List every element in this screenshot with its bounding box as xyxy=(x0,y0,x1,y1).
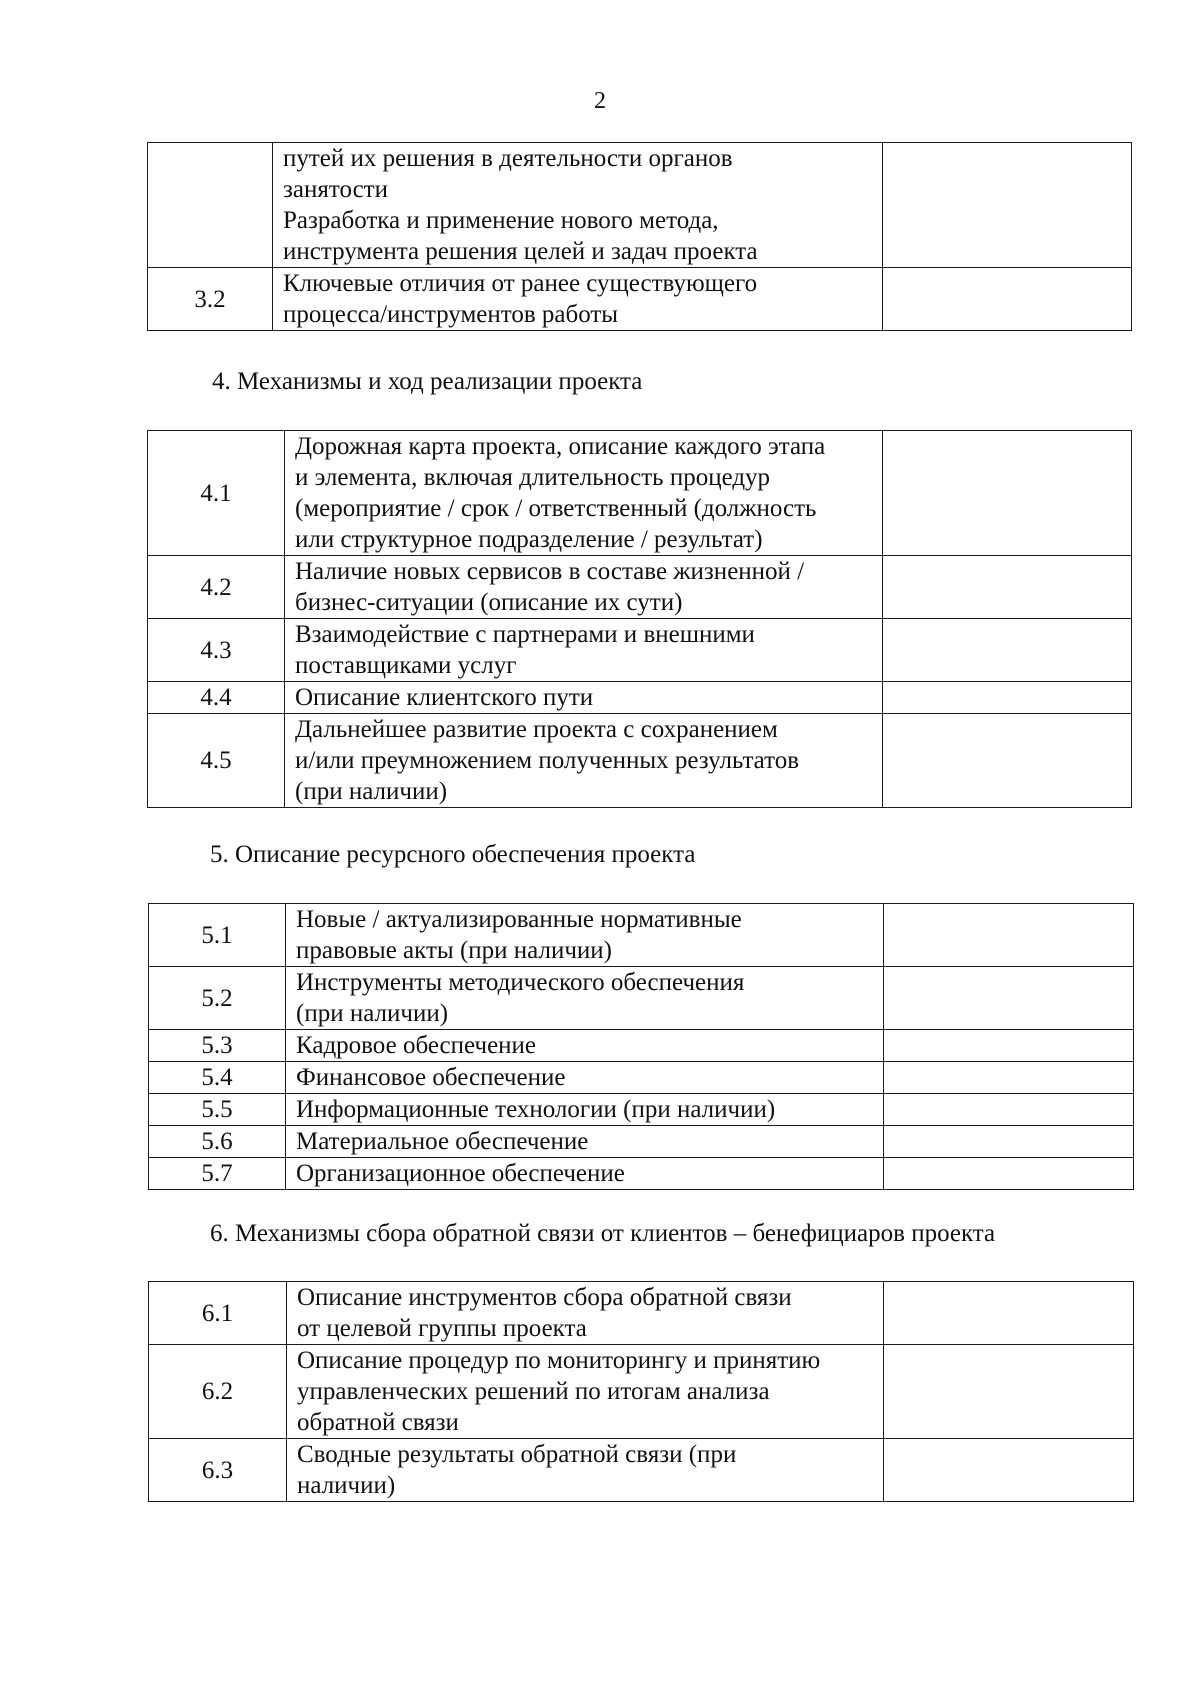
row-number: 4.5 xyxy=(148,714,285,808)
table-row xyxy=(149,1282,1134,1345)
description-line: Сводные результаты обратной связи (при xyxy=(297,1441,737,1468)
description-line: (при наличии) xyxy=(295,778,448,805)
table-row xyxy=(149,967,1134,1030)
description-line: обратной связи xyxy=(297,1409,459,1436)
row-number: 5.7 xyxy=(149,1158,286,1190)
table-section-4 xyxy=(147,430,1132,808)
row-description xyxy=(286,1158,884,1190)
section-6-heading: 6. Механизмы сбора обратной связи от клиентов – бенефициаров проекта xyxy=(210,1220,996,1247)
row-number: 5.6 xyxy=(149,1126,286,1158)
description-line: бизнес-ситуации (описание их сути) xyxy=(295,589,683,616)
row-description xyxy=(286,967,884,1030)
row-value-cell[interactable] xyxy=(884,904,1134,967)
row-description xyxy=(286,1062,884,1094)
description-line: Дорожная карта проекта, описание каждого этапа xyxy=(295,433,826,460)
description-line: Организационное обеспечение xyxy=(296,1160,625,1187)
table-row xyxy=(148,556,1132,619)
table-row xyxy=(149,1126,1134,1158)
table-row xyxy=(149,1345,1134,1439)
description-line: Информационные технологии (при наличии) xyxy=(296,1096,776,1123)
table-row xyxy=(149,1062,1134,1094)
row-description xyxy=(286,1030,884,1062)
row-number xyxy=(148,143,273,268)
description-line: Описание процедур по мониторингу и принятию xyxy=(297,1347,821,1374)
table-row xyxy=(148,619,1132,682)
description-line: (при наличии) xyxy=(296,1000,449,1027)
table-row xyxy=(148,682,1132,714)
row-description xyxy=(286,1126,884,1158)
description-line: Описание инструментов сбора обратной связи xyxy=(297,1284,792,1311)
table-row xyxy=(148,431,1132,556)
row-description xyxy=(285,556,883,619)
table-row xyxy=(148,143,1132,268)
description-line: управленческих решений по итогам анализа xyxy=(297,1378,770,1405)
row-description xyxy=(285,431,883,556)
description-line: путей их решения в деятельности органов xyxy=(283,145,733,172)
row-number: 6.3 xyxy=(149,1439,287,1502)
table-section-6 xyxy=(148,1281,1134,1502)
row-number: 5.1 xyxy=(149,904,286,967)
row-value-cell[interactable] xyxy=(883,682,1132,714)
table-section-3 xyxy=(147,142,1132,331)
row-value-cell[interactable] xyxy=(884,1126,1134,1158)
description-line: Новые / актуализированные нормативные xyxy=(296,906,742,933)
row-number: 6.1 xyxy=(149,1282,287,1345)
row-description xyxy=(273,268,883,331)
row-number: 4.4 xyxy=(148,682,285,714)
row-description xyxy=(273,143,883,268)
row-description xyxy=(286,904,884,967)
row-value-cell[interactable] xyxy=(883,143,1132,268)
description-line: поставщиками услуг xyxy=(295,652,517,679)
table-row xyxy=(149,1158,1134,1190)
row-description xyxy=(285,714,883,808)
row-value-cell[interactable] xyxy=(884,1030,1134,1062)
row-value-cell[interactable] xyxy=(884,967,1134,1030)
row-description xyxy=(287,1345,884,1439)
description-line: занятости xyxy=(283,176,388,203)
description-line: правовые акты (при наличии) xyxy=(296,937,612,964)
description-line: (мероприятие / срок / ответственный (должность xyxy=(295,495,817,522)
row-description xyxy=(285,682,883,714)
row-description xyxy=(285,619,883,682)
section-4-heading: 4. Механизмы и ход реализации проекта xyxy=(212,368,643,395)
row-value-cell[interactable] xyxy=(884,1282,1134,1345)
row-number: 5.2 xyxy=(149,967,286,1030)
row-value-cell[interactable] xyxy=(883,714,1132,808)
row-value-cell[interactable] xyxy=(884,1439,1134,1502)
row-description xyxy=(286,1094,884,1126)
description-line: наличии) xyxy=(297,1472,396,1499)
description-line: Кадровое обеспечение xyxy=(296,1032,537,1059)
row-number: 4.2 xyxy=(148,556,285,619)
description-line: Разработка и применение нового метода, xyxy=(283,207,719,234)
row-value-cell[interactable] xyxy=(884,1062,1134,1094)
row-value-cell[interactable] xyxy=(884,1345,1134,1439)
row-number: 5.3 xyxy=(149,1030,286,1062)
table-row xyxy=(149,1439,1134,1502)
table-row xyxy=(148,268,1132,331)
row-description xyxy=(287,1439,884,1502)
description-line: Финансовое обеспечение xyxy=(296,1064,566,1091)
row-number: 4.3 xyxy=(148,619,285,682)
row-value-cell[interactable] xyxy=(883,556,1132,619)
description-line: Взаимодействие с партнерами и внешними xyxy=(295,621,755,648)
row-number: 5.4 xyxy=(149,1062,286,1094)
row-number: 5.5 xyxy=(149,1094,286,1126)
table-section-5 xyxy=(148,903,1134,1190)
row-value-cell[interactable] xyxy=(884,1158,1134,1190)
table-row xyxy=(149,1030,1134,1062)
description-line: и/или преумножением полученных результатов xyxy=(295,747,800,774)
row-number: 6.2 xyxy=(149,1345,287,1439)
description-line: процесса/инструментов работы xyxy=(283,301,619,328)
row-value-cell[interactable] xyxy=(883,431,1132,556)
description-line: от целевой группы проекта xyxy=(297,1315,587,1342)
section-5-heading: 5. Описание ресурсного обеспечения проекта xyxy=(210,841,696,868)
row-value-cell[interactable] xyxy=(883,619,1132,682)
row-value-cell[interactable] xyxy=(883,268,1132,331)
page-number: 2 xyxy=(594,88,606,114)
description-line: Описание клиентского пути xyxy=(295,684,594,711)
description-line: Дальнейшее развитие проекта с сохранением xyxy=(295,716,778,743)
description-line: и элемента, включая длительность процедур xyxy=(295,464,771,491)
row-description xyxy=(287,1282,884,1345)
table-row xyxy=(148,714,1132,808)
description-line: Наличие новых сервисов в составе жизненной / xyxy=(295,558,805,585)
description-line: Ключевые отличия от ранее существующего xyxy=(283,270,758,297)
description-line: или структурное подразделение / результат) xyxy=(295,526,763,553)
description-line: Материальное обеспечение xyxy=(296,1128,589,1155)
row-number: 4.1 xyxy=(148,431,285,556)
description-line: Инструменты методического обеспечения xyxy=(296,969,745,996)
table-row xyxy=(149,904,1134,967)
table-row xyxy=(149,1094,1134,1126)
row-number: 3.2 xyxy=(148,268,273,331)
row-value-cell[interactable] xyxy=(884,1094,1134,1126)
description-line: инструмента решения целей и задач проекта xyxy=(283,238,758,265)
